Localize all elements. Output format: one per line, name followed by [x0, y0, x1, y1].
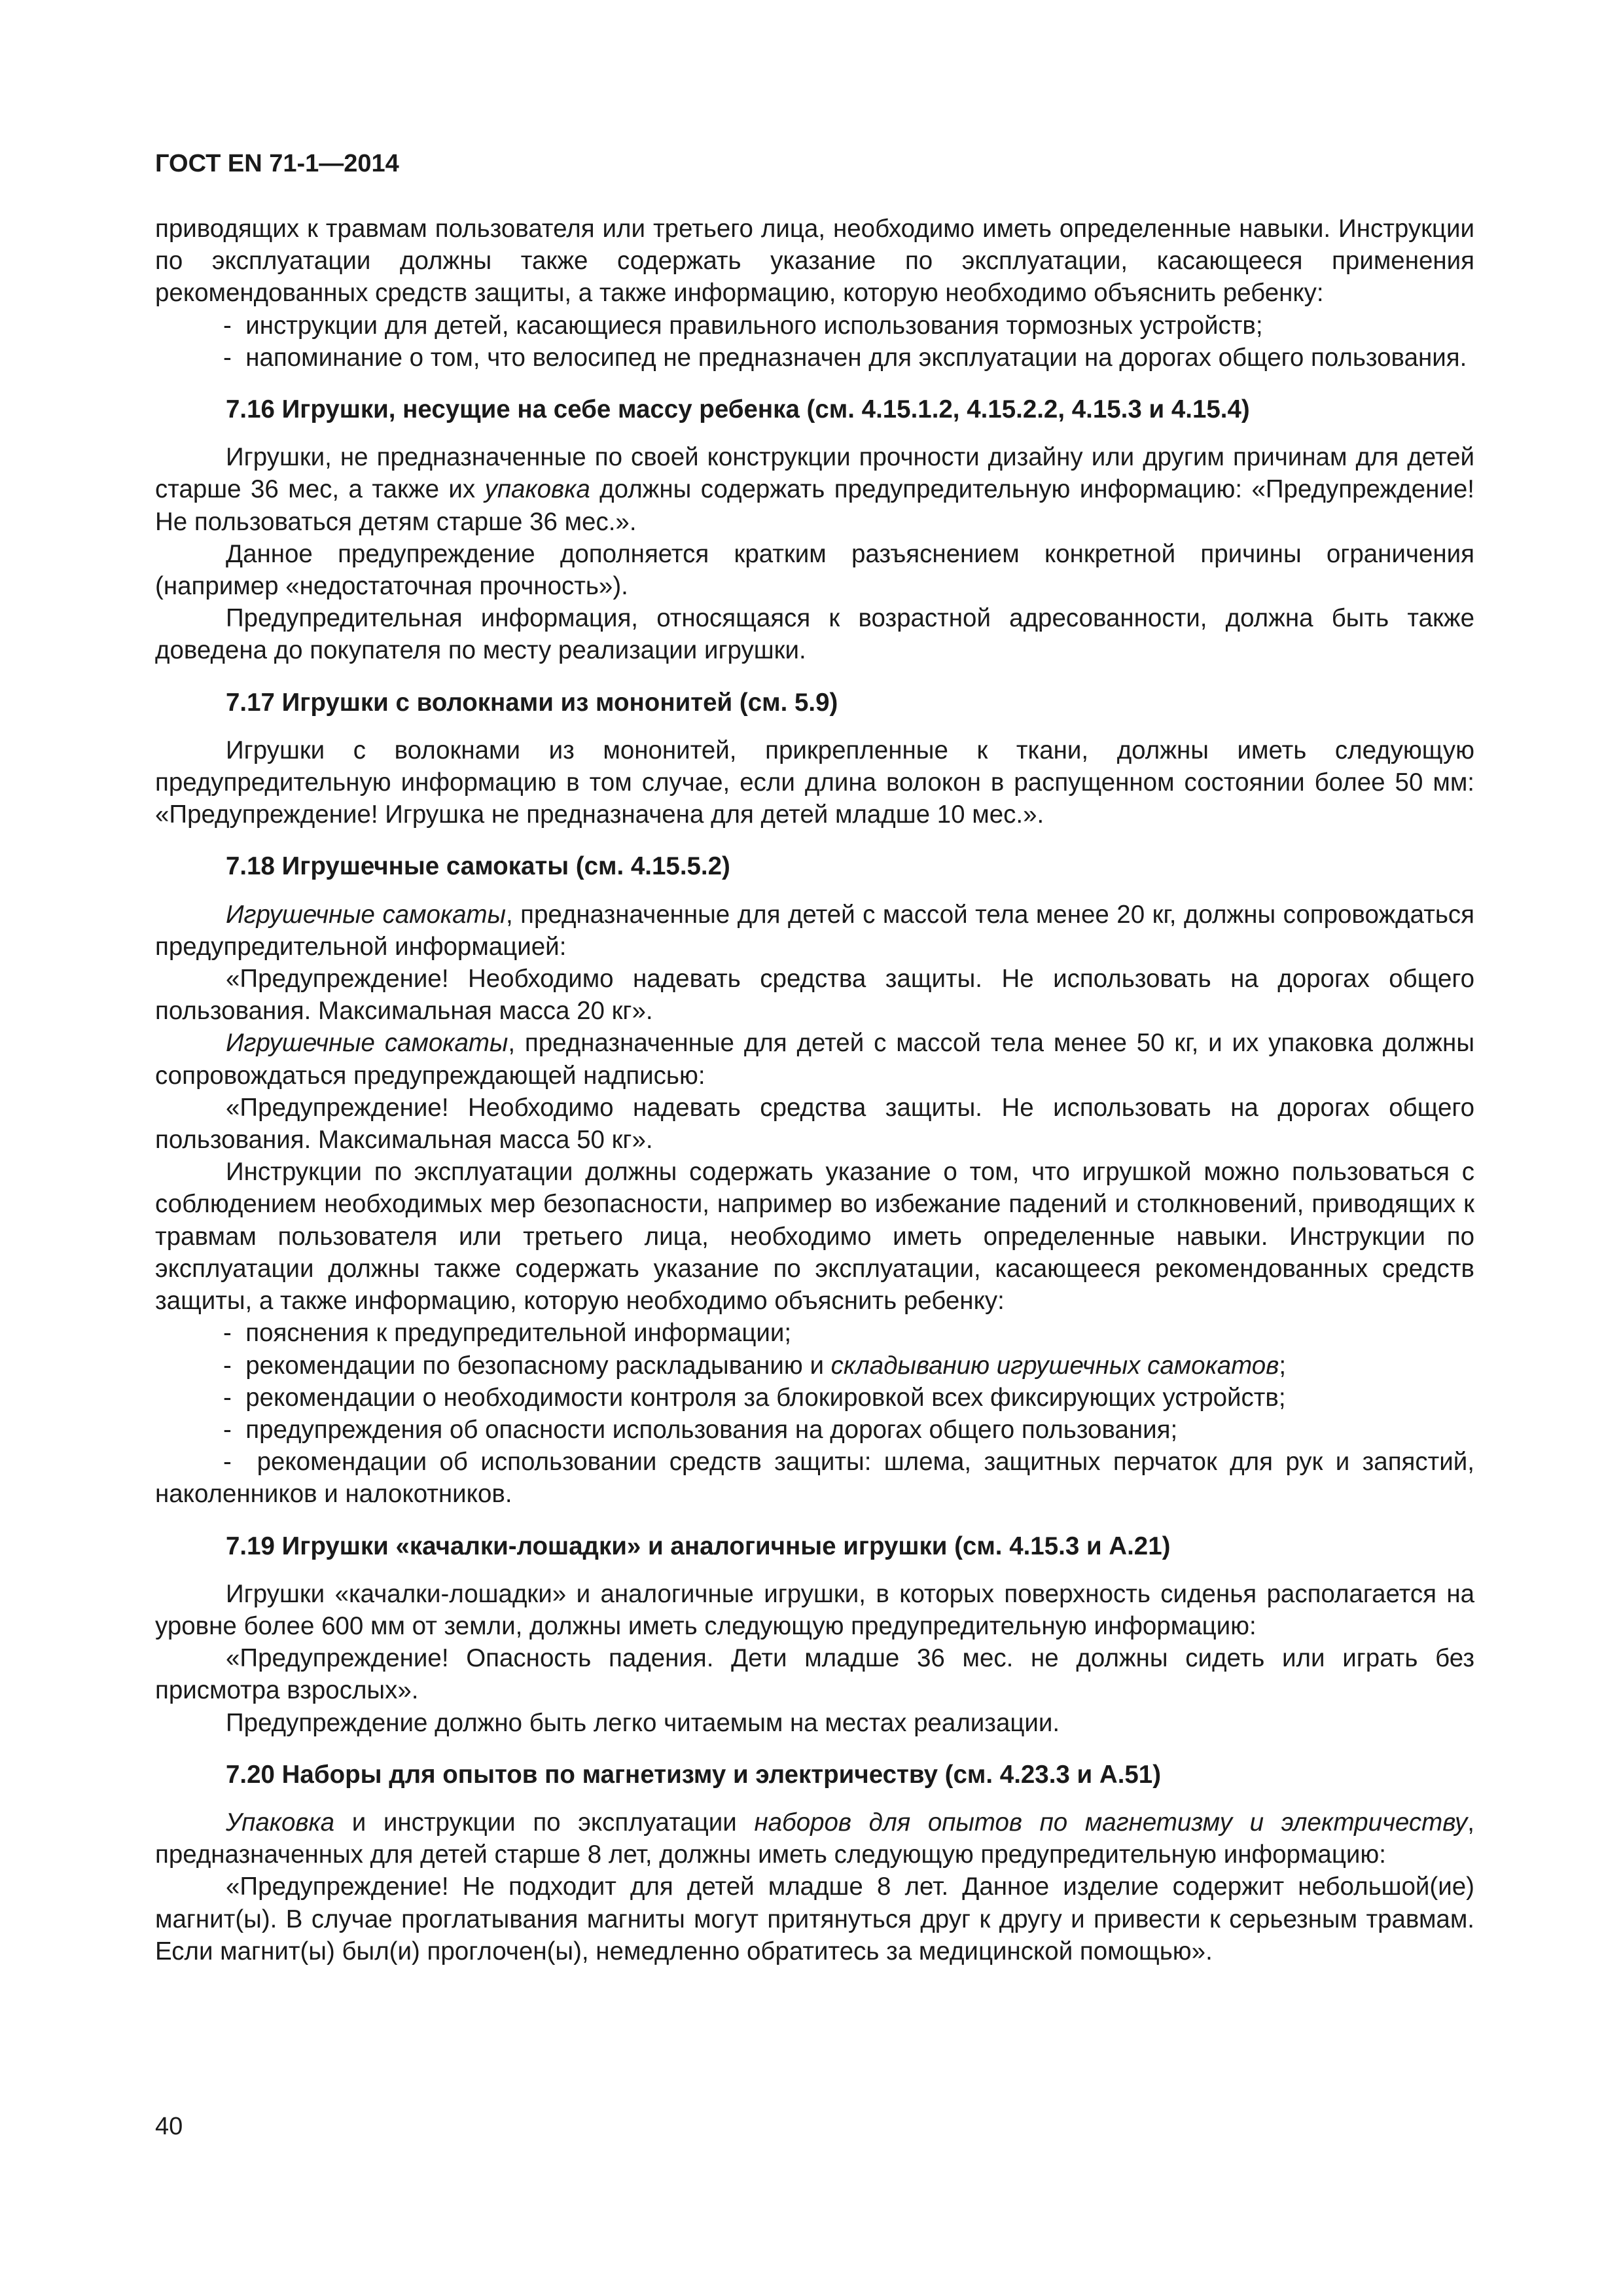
section-heading-7-19: 7.19 Игрушки «качалки-лошадки» и аналогичные игрушки (см. 4.15.3 и А.21) — [226, 1532, 1171, 1560]
paragraph — [155, 441, 1474, 538]
italic-term: Игрушечные самокаты — [226, 900, 506, 929]
paragraph — [155, 899, 1474, 963]
paragraph: «Предупреждение! Опасность падения. Дети младше 36 мес. не должны сидеть или играть без присмотра взрослых». — [155, 1644, 1474, 1705]
document-header: ГОСТ EN 71-1—2014 — [155, 150, 399, 177]
paragraph: Игрушки «качалки-лошадки» и аналогичные игрушки, в которых поверхность сиденья располагается на уровне более 600 мм от земли, должны иметь следующую предупредительную информацию: — [155, 1579, 1474, 1640]
paragraph — [155, 1027, 1474, 1091]
list-item: - инструкции для детей, касающиеся правильного использования тормозных устройств; — [155, 310, 1474, 342]
paragraph: Игрушки с волокнами из мононитей, прикрепленные к ткани, должны иметь следующую предупредительную информацию в том случае, если длина волокон в распущенном состоянии более 50 мм: «Предупреждение! Игрушка не предназначена для детей младше 10 мес.». — [155, 736, 1474, 829]
text-run: и инструкции по эксплуатации — [334, 1808, 755, 1837]
paragraph: Предупредительная информация, относящаяся к возрастной адресованности, должна быть также доведена до покупателя по месту реализации игрушки. — [155, 604, 1474, 665]
document-page — [155, 147, 1474, 1967]
list-item: - напоминание о том, что велосипед не предназначен для эксплуатации на дорогах общего пользования. — [155, 342, 1474, 374]
section-heading-7-20: 7.20 Наборы для опытов по магнетизму и электричеству (см. 4.23.3 и А.51) — [226, 1760, 1162, 1789]
list-item: - предупреждения об опасности использования на дорогах общего пользования; — [155, 1414, 1474, 1446]
text-run: , предназначенных для детей старше 8 лет, должны иметь следующую предупредительную информацию: — [155, 1808, 1474, 1869]
intro-paragraph: приводящих к травмам пользователя или третьего лица, необходимо иметь определенные навыки. Инструкции по эксплуатации должны также содержать указание по эксплуатации, касающееся применения рекомендованных средств защиты, а также информацию, которую необходимо объяснить ребенку: — [155, 215, 1474, 308]
text-run: должны содержать предупредительную информацию: «Предупреждение! Не пользоваться детям старше 36 мес.». — [155, 475, 1474, 536]
paragraph: «Предупреждение! Необходимо надевать средства защиты. Не использовать на дорогах общего пользования. Максимальная масса 50 кг». — [155, 1093, 1474, 1155]
italic-term: упаковка — [484, 475, 590, 504]
paragraph: Предупреждение должно быть легко читаемым на местах реализации. — [226, 1708, 1060, 1737]
paragraph: Данное предупреждение дополняется кратким разъяснением конкретной причины ограничения (например «недостаточная прочность»). — [155, 539, 1474, 601]
paragraph — [155, 1806, 1474, 1871]
section-heading-7-16: 7.16 Игрушки, несущие на себе массу ребенка (см. 4.15.1.2, 4.15.2.2, 4.15.3 и 4.15.4) — [226, 395, 1250, 424]
paragraph: Инструкции по эксплуатации должны содержать указание о том, что игрушкой можно пользоваться с соблюдением необходимых мер безопасности, например во избежание падений и столкновений, приводящих к травмам пользователя или третьего лица, необходимо иметь определенные навыки. Инструкции по эксплуатации должны также содержать указание по эксплуатации, касающееся рекомендованных средств защиты, а также информацию, которую необходимо объяснить ребенку: — [155, 1158, 1474, 1316]
text-run: , предназначенные для детей с массой тела менее 50 кг, и их упаковка должны сопровождаться предупреждающей надписью: — [155, 1029, 1474, 1090]
italic-term: Игрушечные самокаты — [226, 1029, 508, 1058]
italic-term: складыванию игрушечных самокатов — [830, 1351, 1279, 1380]
page-number: 40 — [155, 2113, 183, 2140]
section-heading-7-17: 7.17 Игрушки с волокнами из мононитей (см. 5.9) — [226, 688, 838, 717]
list-item: - пояснения к предупредительной информации; — [155, 1317, 1474, 1349]
list-item — [155, 1350, 1474, 1382]
text-run: рекомендации по безопасному раскладыванию и — [245, 1351, 831, 1380]
text-run: Игрушки, не предназначенные по своей конструкции прочности дизайну или другим причинам для детей старше 36 мес, а также их — [155, 443, 1474, 504]
text-run: ; — [1279, 1351, 1287, 1380]
italic-term: наборов для опытов по магнетизму и электричеству — [754, 1808, 1468, 1837]
list-item: - рекомендации об использовании средств защиты: шлема, защитных перчаток для рук и запястий, наколенников и налокотников. — [155, 1446, 1474, 1510]
list-item: - рекомендации о необходимости контроля за блокировкой всех фиксирующих устройств; — [155, 1382, 1474, 1414]
paragraph: «Предупреждение! Необходимо надевать средства защиты. Не использовать на дорогах общего пользования. Максимальная масса 20 кг». — [155, 965, 1474, 1026]
paragraph: «Предупреждение! Не подходит для детей младше 8 лет. Данное изделие содержит небольшой(ие) магнит(ы). В случае проглатывания магниты могут притянуться друг к другу и привести к серьезным травмам. Если магнит(ы) был(и) проглочен(ы), немедленно обратитесь за медицинской помощью». — [155, 1873, 1474, 1965]
section-heading-7-18: 7.18 Игрушечные самокаты (см. 4.15.5.2) — [226, 852, 730, 881]
text-run: , предназначенные для детей с массой тела менее 20 кг, должны сопровождаться предупредительной информацией: — [155, 900, 1475, 961]
italic-term: Упаковка — [226, 1808, 335, 1837]
document-body — [155, 213, 1474, 1967]
